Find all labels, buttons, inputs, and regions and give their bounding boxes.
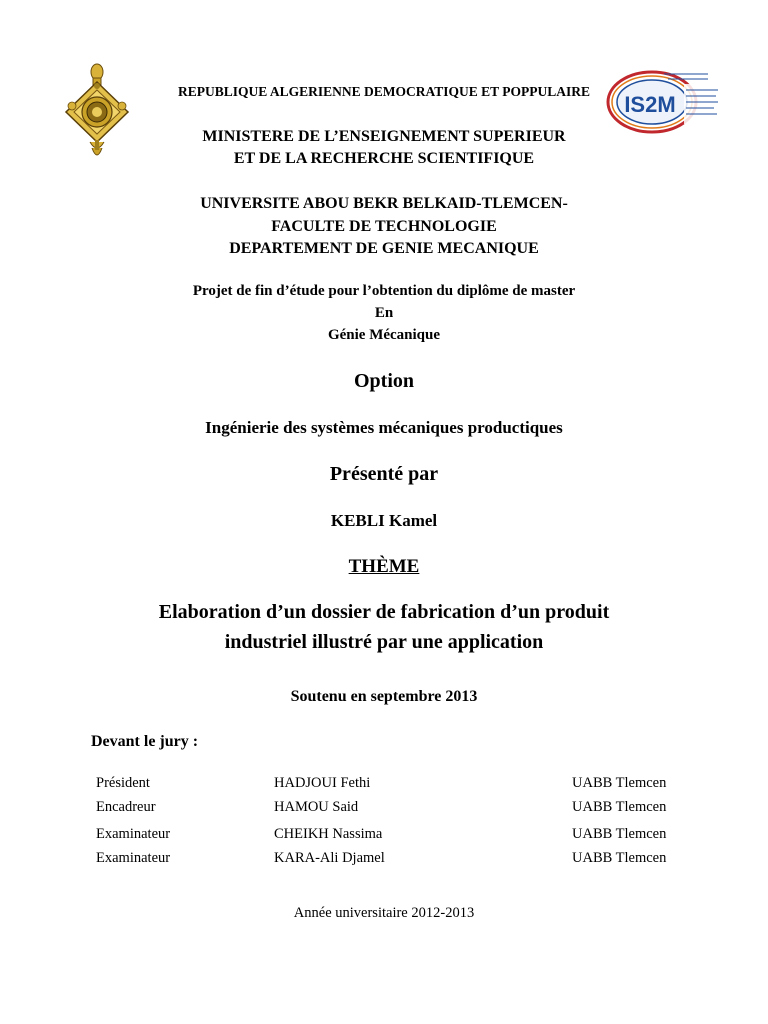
jury-role: Président bbox=[96, 775, 150, 791]
jury-row bbox=[0, 799, 768, 819]
lab-logo-text: IS2M bbox=[624, 92, 676, 117]
project-line-1: Projet de fin d’étude pour l’obtention du diplôme de master bbox=[192, 283, 576, 299]
jury-institution: UABB Tlemcen bbox=[572, 799, 667, 815]
ministry-line-2: ET DE LA RECHERCHE SCIENTIFIQUE bbox=[233, 150, 535, 167]
author-name: KEBLI Kamel bbox=[330, 511, 438, 530]
jury-row bbox=[0, 826, 768, 846]
university-seal-icon bbox=[62, 62, 132, 164]
academic-year: Année universitaire 2012-2013 bbox=[293, 905, 475, 921]
thesis-title-line-2: industriel illustré par une application bbox=[224, 631, 544, 653]
faculty-name: FACULTE DE TECHNOLOGIE bbox=[271, 218, 497, 235]
university-name: UNIVERSITE ABOU BEKR BELKAID-TLEMCEN- bbox=[200, 195, 568, 212]
is2m-lab-logo-icon bbox=[604, 66, 722, 136]
republic-heading: REPUBLIQUE ALGERIENNE DEMOCRATIQUE ET POPPULAIRE bbox=[177, 84, 591, 99]
jury-row bbox=[0, 850, 768, 870]
project-line-2: En bbox=[374, 305, 394, 321]
option-label: Option bbox=[353, 370, 415, 392]
jury-heading: Devant le jury : bbox=[91, 733, 199, 750]
jury-name: HADJOUI Fethi bbox=[274, 775, 371, 791]
jury-name: KARA-Ali Djamel bbox=[274, 850, 385, 866]
theme-label: THÈME bbox=[348, 556, 420, 577]
jury-name: HAMOU Said bbox=[274, 799, 359, 815]
ministry-line-1: MINISTERE DE L’ENSEIGNEMENT SUPERIEUR bbox=[202, 128, 566, 145]
project-line-3: Génie Mécanique bbox=[327, 327, 441, 343]
option-value: Ingénierie des systèmes mécaniques productiques bbox=[205, 418, 563, 437]
jury-role: Encadreur bbox=[96, 799, 156, 815]
defense-date: Soutenu en septembre 2013 bbox=[290, 688, 478, 705]
jury-institution: UABB Tlemcen bbox=[572, 826, 667, 842]
jury-row bbox=[0, 775, 768, 795]
jury-name: CHEIKH Nassima bbox=[274, 826, 383, 842]
jury-institution: UABB Tlemcen bbox=[572, 775, 667, 791]
presented-by-label: Présenté par bbox=[329, 463, 439, 485]
jury-role: Examinateur bbox=[96, 826, 171, 842]
jury-role: Examinateur bbox=[96, 850, 171, 866]
department-name: DEPARTEMENT DE GENIE MECANIQUE bbox=[229, 240, 539, 257]
thesis-title-line-1: Elaboration d’un dossier de fabrication d’un produit bbox=[158, 601, 610, 623]
jury-institution: UABB Tlemcen bbox=[572, 850, 667, 866]
